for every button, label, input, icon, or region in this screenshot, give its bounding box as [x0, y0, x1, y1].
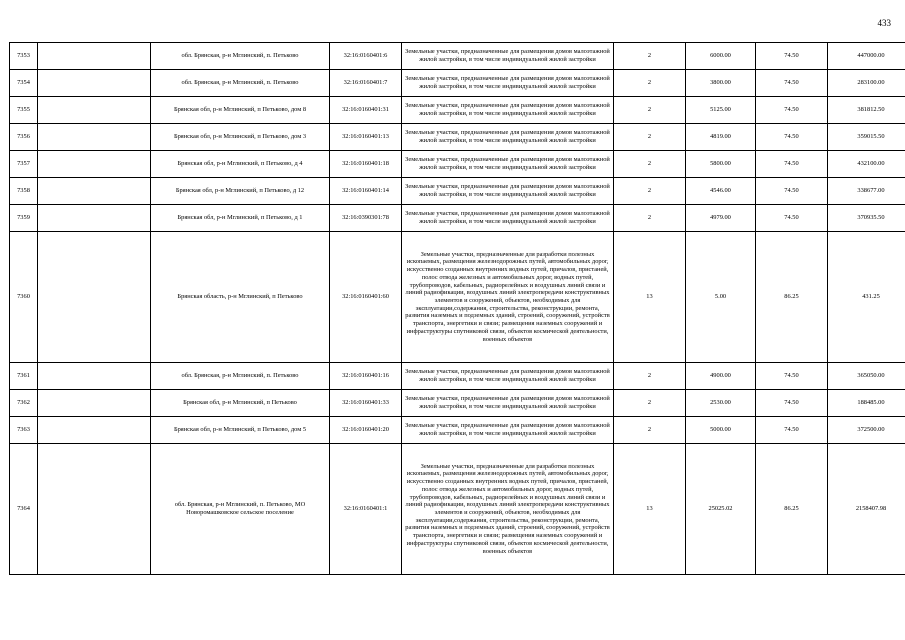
- area-cell: 5800.00: [686, 151, 756, 178]
- rate-cell: 74.50: [756, 97, 828, 124]
- area-cell: 4546.00: [686, 178, 756, 205]
- address-cell: Брянская обл, р-н Мглинский, п Петьково, дом 5: [151, 417, 330, 444]
- cadastral-number-cell: 32:16:0160401:1: [330, 444, 402, 575]
- cadastral-value-cell: 359015.50: [828, 124, 905, 151]
- address-cell: обл. Брянская, р-н Мглинский, п. Петьково, МО Новоромашковское сельское поселение: [151, 444, 330, 575]
- address-cell: Брянская область, р-н Мглинский, п Петьково: [151, 232, 330, 363]
- blank-cell: [38, 70, 151, 97]
- blank-cell: [38, 363, 151, 390]
- address-cell: Брянская обл, р-н Мглинский, п Петьково, д 1: [151, 205, 330, 232]
- row-number: 7360: [10, 232, 38, 363]
- row-number: 7354: [10, 70, 38, 97]
- rate-cell: 74.50: [756, 70, 828, 97]
- row-number: 7361: [10, 363, 38, 390]
- blank-cell: [38, 390, 151, 417]
- table-row: [10, 444, 905, 575]
- table-row: [10, 178, 905, 205]
- area-cell: 5.00: [686, 232, 756, 363]
- rate-cell: 74.50: [756, 363, 828, 390]
- address-cell: обл. Брянская, р-н Мглинский, п. Петьково: [151, 70, 330, 97]
- category-cell: 2: [614, 151, 686, 178]
- area-cell: 3800.00: [686, 70, 756, 97]
- row-number: 7353: [10, 43, 38, 70]
- address-cell: Брянская обл, р-н Мглинский, п Петьково, дом 3: [151, 124, 330, 151]
- rate-cell: 74.50: [756, 417, 828, 444]
- cadastral-value-cell: 370935.50: [828, 205, 905, 232]
- land-use-cell: Земельные участки, предназначенные для разработки полезных ископаемых, размещения железнодорожных путей, автомобильных дорог, искусственно созданных внутренних водных путей, причалов, пристаней, полос отвода железных и автомобильных дорог, водных путей, трубопроводов, кабельных, радиорелейных и воздушных линий связи и линий радиофикации, воздушных линий электропередачи конструктивных элементов и сооружений, объектов, необходимых для эксплуатации,содержания, строительства, реконструкции, ремонта, развития наземных и подземных зданий, строений, сооружений, устройств транспорта, энергетики и связи; размещения наземных сооружений и инфраструктуры спутниковой связи, объектов космической деятельности, военных объектов: [402, 232, 614, 363]
- blank-cell: [38, 444, 151, 575]
- blank-cell: [38, 124, 151, 151]
- land-use-cell: Земельные участки, предназначенные для размещения домов малоэтажной жилой застройки, в том числе индивидуальной жилой застройки: [402, 97, 614, 124]
- row-number: 7363: [10, 417, 38, 444]
- row-number: 7359: [10, 205, 38, 232]
- blank-cell: [38, 178, 151, 205]
- blank-cell: [38, 97, 151, 124]
- cadastral-number-cell: 32:16:0160401:16: [330, 363, 402, 390]
- row-number: 7364: [10, 444, 38, 575]
- cadastral-number-cell: 32:16:0160401:60: [330, 232, 402, 363]
- area-cell: 25025.02: [686, 444, 756, 575]
- row-number: 7358: [10, 178, 38, 205]
- category-cell: 2: [614, 43, 686, 70]
- cadastral-value-cell: 381812.50: [828, 97, 905, 124]
- area-cell: 5000.00: [686, 417, 756, 444]
- category-cell: 2: [614, 417, 686, 444]
- rate-cell: 74.50: [756, 390, 828, 417]
- land-use-cell: Земельные участки, предназначенные для размещения домов малоэтажной жилой застройки, в том числе индивидуальной жилой застройки: [402, 390, 614, 417]
- cadastral-number-cell: 32:16:0160401:6: [330, 43, 402, 70]
- table-row: [10, 363, 905, 390]
- blank-cell: [38, 232, 151, 363]
- land-use-cell: Земельные участки, предназначенные для разработки полезных ископаемых, размещения железнодорожных путей, автомобильных дорог, искусственно созданных внутренних водных путей, причалов, пристаней, полос отвода железных и автомобильных дорог, водных путей, трубопроводов, кабельных, радиорелейных и воздушных линий связи и линий радиофикации, воздушных линий электропередачи конструктивных элементов и сооружений, объектов, необходимых для эксплуатации,содержания, строительства, реконструкции, ремонта, развития наземных и подземных зданий, строений, сооружений, устройств транспорта, энергетики и связи; размещения наземных сооружений и инфраструктуры спутниковой связи, объектов космической деятельности, военных объектов: [402, 444, 614, 575]
- address-cell: Брянская обл, р-н Мглинский, п Петьково: [151, 390, 330, 417]
- area-cell: 5125.00: [686, 97, 756, 124]
- cadastral-number-cell: 32:16:0390301:78: [330, 205, 402, 232]
- land-use-cell: Земельные участки, предназначенные для размещения домов малоэтажной жилой застройки, в том числе индивидуальной жилой застройки: [402, 363, 614, 390]
- cadastral-value-cell: 188485.00: [828, 390, 905, 417]
- cadastral-number-cell: 32:16:0160401:7: [330, 70, 402, 97]
- address-cell: Брянская обл, р-н Мглинский, п Петьково, д 12: [151, 178, 330, 205]
- page-number: 433: [877, 18, 891, 28]
- blank-cell: [38, 205, 151, 232]
- row-number: 7356: [10, 124, 38, 151]
- cadastral-number-cell: 32:16:0160401:31: [330, 97, 402, 124]
- rate-cell: 86.25: [756, 444, 828, 575]
- address-cell: Брянская обл, р-н Мглинский, п Петьково, д 4: [151, 151, 330, 178]
- blank-cell: [38, 43, 151, 70]
- category-cell: 2: [614, 363, 686, 390]
- area-cell: 2530.00: [686, 390, 756, 417]
- table-row: [10, 151, 905, 178]
- category-cell: 13: [614, 444, 686, 575]
- address-cell: обл. Брянская, р-н Мглинский, п. Петьково: [151, 363, 330, 390]
- rate-cell: 74.50: [756, 178, 828, 205]
- category-cell: 2: [614, 124, 686, 151]
- table-row: [10, 97, 905, 124]
- cadastral-value-cell: 431.25: [828, 232, 905, 363]
- land-use-cell: Земельные участки, предназначенные для размещения домов малоэтажной жилой застройки, в том числе индивидуальной жилой застройки: [402, 43, 614, 70]
- category-cell: 2: [614, 70, 686, 97]
- cadastral-value-cell: 338677.00: [828, 178, 905, 205]
- table-row: [10, 232, 905, 363]
- category-cell: 2: [614, 97, 686, 124]
- blank-cell: [38, 417, 151, 444]
- land-use-cell: Земельные участки, предназначенные для размещения домов малоэтажной жилой застройки, в том числе индивидуальной жилой застройки: [402, 124, 614, 151]
- table-row: [10, 70, 905, 97]
- land-registry-table: [9, 42, 905, 575]
- area-cell: 6000.00: [686, 43, 756, 70]
- address-cell: обл. Брянская, р-н Мглинский, п. Петьково: [151, 43, 330, 70]
- cadastral-value-cell: 365050.00: [828, 363, 905, 390]
- land-use-cell: Земельные участки, предназначенные для размещения домов малоэтажной жилой застройки, в том числе индивидуальной жилой застройки: [402, 151, 614, 178]
- land-use-cell: Земельные участки, предназначенные для размещения домов малоэтажной жилой застройки, в том числе индивидуальной жилой застройки: [402, 70, 614, 97]
- land-use-cell: Земельные участки, предназначенные для размещения домов малоэтажной жилой застройки, в том числе индивидуальной жилой застройки: [402, 178, 614, 205]
- table-row: [10, 43, 905, 70]
- row-number: 7362: [10, 390, 38, 417]
- table-row: [10, 205, 905, 232]
- category-cell: 2: [614, 205, 686, 232]
- area-cell: 4900.00: [686, 363, 756, 390]
- cadastral-number-cell: 32:16:0160401:13: [330, 124, 402, 151]
- blank-cell: [38, 151, 151, 178]
- category-cell: 2: [614, 390, 686, 417]
- table-row: [10, 124, 905, 151]
- area-cell: 4819.00: [686, 124, 756, 151]
- rate-cell: 86.25: [756, 232, 828, 363]
- address-cell: Брянская обл, р-н Мглинский, п Петьково, дом 8: [151, 97, 330, 124]
- cadastral-number-cell: 32:16:0160401:20: [330, 417, 402, 444]
- land-use-cell: Земельные участки, предназначенные для размещения домов малоэтажной жилой застройки, в том числе индивидуальной жилой застройки: [402, 417, 614, 444]
- category-cell: 2: [614, 178, 686, 205]
- cadastral-number-cell: 32:16:0160401:18: [330, 151, 402, 178]
- land-use-cell: Земельные участки, предназначенные для размещения домов малоэтажной жилой застройки, в том числе индивидуальной жилой застройки: [402, 205, 614, 232]
- rate-cell: 74.50: [756, 205, 828, 232]
- cadastral-value-cell: 432100.00: [828, 151, 905, 178]
- cadastral-value-cell: 283100.00: [828, 70, 905, 97]
- row-number: 7357: [10, 151, 38, 178]
- rate-cell: 74.50: [756, 151, 828, 178]
- table-row: [10, 417, 905, 444]
- row-number: 7355: [10, 97, 38, 124]
- cadastral-number-cell: 32:16:0160401:33: [330, 390, 402, 417]
- rate-cell: 74.50: [756, 43, 828, 70]
- cadastral-value-cell: 447000.00: [828, 43, 905, 70]
- category-cell: 13: [614, 232, 686, 363]
- table-row: [10, 390, 905, 417]
- cadastral-number-cell: 32:16:0160401:14: [330, 178, 402, 205]
- cadastral-value-cell: 372500.00: [828, 417, 905, 444]
- cadastral-value-cell: 2158407.98: [828, 444, 905, 575]
- area-cell: 4979.00: [686, 205, 756, 232]
- rate-cell: 74.50: [756, 124, 828, 151]
